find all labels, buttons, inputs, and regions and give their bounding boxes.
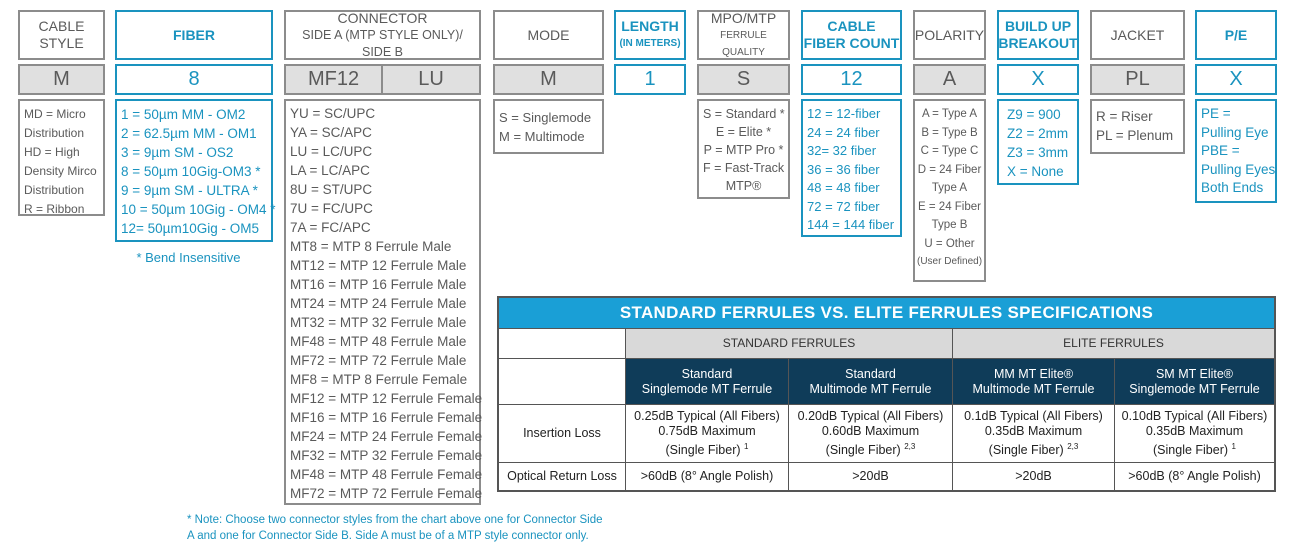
spec-value-cell: >60dB (8° Angle Polish) bbox=[625, 462, 788, 490]
option-line: YA = SC/APC bbox=[290, 125, 372, 140]
note-line: * Note: Choose two connector styles from the chart above one for Connector Side bbox=[187, 514, 603, 526]
option-line: MF48 = MTP 48 Ferrule Male bbox=[290, 334, 467, 349]
spec-row-label: Insertion Loss bbox=[499, 404, 625, 462]
bend-insensitive-note: * Bend Insensitive bbox=[136, 250, 241, 265]
mode-column bbox=[493, 10, 604, 154]
connector-note bbox=[187, 512, 603, 544]
build-up-header-subtitle: BREAKOUT bbox=[998, 35, 1078, 51]
polarity-value: A bbox=[913, 64, 986, 95]
spec-col-header-line: MM MT Elite® bbox=[993, 366, 1074, 381]
option-line: 48 = 48 fiber bbox=[807, 180, 880, 195]
option-line: MF16 = MTP 16 Ferrule Female bbox=[290, 410, 483, 425]
option-line: 12= 50µm10Gig - OM5 bbox=[121, 221, 259, 236]
option-line: F = Fast-Track bbox=[703, 161, 785, 175]
spec-col-header-line: SM MT Elite® bbox=[1155, 366, 1234, 381]
spec-value-line bbox=[989, 439, 1079, 458]
option-line: PL = Plenum bbox=[1096, 128, 1174, 143]
footnote-marker: 2,3 bbox=[1067, 441, 1079, 451]
option-line: Pulling Eyes bbox=[1201, 161, 1276, 177]
option-line: R = Riser bbox=[1096, 109, 1153, 124]
spec-col-header-line: Multimode MT Ferrule bbox=[809, 381, 932, 396]
spec-value-line: 0.10dB Typical (All Fibers) bbox=[1121, 408, 1268, 423]
option-line: 2 = 62.5µm MM - OM1 bbox=[121, 126, 257, 141]
spec-value-text: (Single Fiber) bbox=[1153, 443, 1229, 458]
spec-col-header bbox=[788, 358, 952, 404]
option-line: Z3 = 3mm bbox=[1007, 145, 1069, 160]
option-line: MF48 = MTP 48 Ferrule Female bbox=[290, 467, 483, 482]
pe-header: P/E bbox=[1195, 10, 1277, 60]
option-line: Both Ends bbox=[1201, 180, 1264, 195]
fiber-count-options bbox=[801, 99, 902, 237]
spec-value-line bbox=[1153, 439, 1236, 458]
jacket-column bbox=[1090, 10, 1185, 154]
spec-col-header-line: Singlemode MT Ferrule bbox=[1129, 381, 1260, 396]
spec-value-line: 0.35dB Maximum bbox=[1145, 423, 1244, 438]
connector-header bbox=[284, 10, 481, 60]
mpo-column bbox=[697, 10, 790, 199]
spec-value-cell: >60dB (8° Angle Polish) bbox=[1114, 462, 1274, 490]
note-line: A and one for Connector Side B. Side A must be of a MTP style connector only. bbox=[187, 530, 589, 542]
option-line: Pulling Eye bbox=[1201, 124, 1269, 140]
option-line: 10 = 50µm 10Gig - OM4 * bbox=[121, 202, 276, 217]
build-up-header-title: BUILD UP bbox=[1004, 18, 1072, 34]
option-line: PE = bbox=[1201, 106, 1231, 121]
option-line: 8 = 50µm 10Gig-OM3 * bbox=[121, 164, 261, 179]
mpo-header bbox=[697, 10, 790, 60]
option-line: 24 = 24 fiber bbox=[807, 124, 880, 140]
option-line: MT32 = MTP 32 Ferrule Male bbox=[290, 315, 467, 330]
cable-style-header: CABLE STYLE bbox=[18, 10, 105, 60]
option-line: 12 = 12-fiber bbox=[807, 106, 881, 121]
spec-table-title: STANDARD FERRULES VS. ELITE FERRULES SPECIFICATIONS bbox=[499, 298, 1274, 328]
build-up-value: X bbox=[997, 64, 1079, 95]
option-line: MT12 = MTP 12 Ferrule Male bbox=[290, 258, 467, 273]
option-line: MT16 = MTP 16 Ferrule Male bbox=[290, 277, 467, 292]
cable-style-column bbox=[18, 10, 105, 216]
option-line: Density Mirco bbox=[24, 164, 97, 178]
spec-value-line bbox=[666, 439, 749, 458]
option-line: MF24 = MTP 24 Ferrule Female bbox=[290, 429, 483, 444]
polarity-header: POLARITY bbox=[913, 10, 986, 60]
footnote-marker: 1 bbox=[744, 441, 749, 451]
option-line: U = Other bbox=[924, 237, 975, 250]
spec-value-cell: >20dB bbox=[788, 462, 952, 490]
build-up-options bbox=[997, 99, 1079, 185]
option-line: B = Type B bbox=[921, 126, 978, 139]
ferrule-spec-table bbox=[497, 296, 1276, 492]
spec-row-optical-return-loss bbox=[499, 462, 1274, 490]
option-line: D = 24 Fiber bbox=[917, 163, 982, 176]
option-line: E = Elite * bbox=[715, 125, 772, 139]
spec-value-text: (Single Fiber) bbox=[988, 443, 1064, 458]
option-line: 1 = 50µm MM - OM2 bbox=[121, 107, 246, 122]
spec-row-label: Optical Return Loss bbox=[499, 462, 625, 490]
option-line: HD = High bbox=[24, 145, 80, 159]
spec-value-line: 0.60dB Maximum bbox=[821, 423, 920, 438]
fiber-count-column bbox=[801, 10, 902, 237]
fiber-count-header-title: CABLE bbox=[827, 18, 876, 34]
spec-group-row bbox=[499, 328, 1274, 358]
polarity-column bbox=[913, 10, 986, 282]
spec-value-cell bbox=[1114, 404, 1274, 462]
fiber-count-header bbox=[801, 10, 902, 60]
polarity-options bbox=[913, 99, 986, 282]
option-line: LU = LC/UPC bbox=[290, 144, 373, 159]
connector-column bbox=[284, 10, 481, 505]
fiber-count-header-subtitle: FIBER COUNT bbox=[803, 35, 900, 51]
option-line: 3 = 9µm SM - OS2 bbox=[121, 145, 234, 160]
length-header-subtitle: (IN METERS) bbox=[619, 38, 681, 49]
option-line: MF72 = MTP 72 Ferrule Male bbox=[290, 353, 467, 368]
fiber-value: 8 bbox=[115, 64, 273, 95]
option-line: MF32 = MTP 32 Ferrule Female bbox=[290, 448, 483, 463]
option-line: LA = LC/APC bbox=[290, 163, 370, 178]
spec-group-elite: ELITE FERRULES bbox=[952, 328, 1274, 358]
spec-value-cell bbox=[625, 404, 788, 462]
option-line: MD = Micro bbox=[24, 107, 86, 121]
option-line: MF8 = MTP 8 Ferrule Female bbox=[290, 372, 468, 387]
spec-group-standard: STANDARD FERRULES bbox=[625, 328, 952, 358]
spec-value-text: (Single Fiber) bbox=[665, 443, 741, 458]
spec-col-header-line: Standard bbox=[845, 366, 896, 381]
spec-col-header-line: Multimode MT Ferrule bbox=[972, 381, 1095, 396]
spec-value-line bbox=[826, 439, 916, 458]
length-header-title: LENGTH bbox=[621, 18, 679, 34]
spec-value-line: 0.75dB Maximum bbox=[658, 423, 756, 438]
option-line: 8U = ST/UPC bbox=[290, 182, 373, 197]
spec-col-header bbox=[625, 358, 788, 404]
pe-options bbox=[1195, 99, 1277, 203]
option-line: E = 24 Fiber bbox=[918, 200, 981, 213]
fiber-count-value: 12 bbox=[801, 64, 902, 95]
option-line: C = Type C bbox=[920, 145, 979, 157]
option-line: S = Standard * bbox=[703, 107, 785, 121]
spec-col-header bbox=[952, 358, 1114, 404]
option-line: M = Multimode bbox=[499, 129, 585, 144]
connector-options bbox=[284, 99, 481, 505]
mpo-header-title: MPO/MTP bbox=[710, 9, 777, 26]
length-value: 1 bbox=[614, 64, 686, 95]
option-line: 7U = FC/UPC bbox=[290, 201, 373, 216]
spec-value-cell bbox=[788, 404, 952, 462]
build-up-header bbox=[997, 10, 1079, 60]
spec-empty-cell bbox=[499, 358, 625, 404]
mode-options bbox=[493, 99, 604, 154]
spec-value-line: 0.20dB Typical (All Fibers) bbox=[797, 408, 944, 423]
length-header bbox=[614, 10, 686, 60]
option-line: S = Singlemode bbox=[499, 110, 592, 125]
option-line: Type A bbox=[931, 182, 968, 194]
mpo-header-subtitle: FERRULE QUALITY bbox=[720, 29, 767, 58]
option-line: MF72 = MTP 72 Ferrule Female bbox=[290, 486, 483, 501]
fiber-column bbox=[115, 10, 276, 242]
spec-value-line: 0.35dB Maximum bbox=[984, 423, 1083, 438]
connector-header-title: CONNECTOR bbox=[337, 9, 428, 26]
mode-value: M bbox=[493, 64, 604, 95]
spec-value-cell: >20dB bbox=[952, 462, 1114, 490]
option-line: X = None bbox=[1007, 164, 1064, 179]
build-up-column bbox=[997, 10, 1079, 185]
option-line: 72 = 72 fiber bbox=[807, 198, 880, 214]
option-line: MF12 = MTP 12 Ferrule Female bbox=[290, 391, 483, 406]
spec-value-cell bbox=[952, 404, 1114, 462]
cable-style-value: M bbox=[18, 64, 105, 95]
option-line: P = MTP Pro * bbox=[703, 143, 784, 157]
jacket-value: PL bbox=[1090, 64, 1185, 95]
option-line: PBE = bbox=[1201, 143, 1240, 158]
option-line: Z9 = 900 bbox=[1007, 107, 1061, 122]
jacket-options bbox=[1090, 99, 1185, 154]
spec-col-header-line: Standard bbox=[681, 366, 733, 381]
spec-col-header bbox=[1114, 358, 1274, 404]
option-line: 144 = 144 fiber bbox=[807, 217, 895, 232]
connector-values bbox=[284, 60, 481, 95]
option-line: 9 = 9µm SM - ULTRA * bbox=[121, 183, 258, 198]
mpo-options bbox=[697, 99, 790, 199]
fiber-options bbox=[115, 99, 276, 242]
option-line: Distribution bbox=[24, 126, 85, 140]
pe-column bbox=[1195, 10, 1277, 203]
mode-header: MODE bbox=[493, 10, 604, 60]
option-line: MT8 = MTP 8 Ferrule Male bbox=[290, 239, 452, 254]
option-line: Distribution bbox=[24, 183, 85, 197]
option-line: R = Ribbon bbox=[24, 202, 85, 216]
cable-style-options bbox=[18, 99, 105, 216]
polarity-user-defined-note: (User Defined) bbox=[917, 256, 983, 267]
option-line: Z2 = 2mm bbox=[1007, 126, 1069, 141]
option-line: 7A = FC/APC bbox=[290, 220, 371, 235]
spec-empty-cell bbox=[499, 328, 625, 358]
option-line: MT24 = MTP 24 Ferrule Male bbox=[290, 296, 467, 311]
mpo-value: S bbox=[697, 64, 790, 95]
spec-col-header-line: Singlemode MT Ferrule bbox=[641, 381, 773, 396]
footnote-marker: 2,3 bbox=[904, 441, 916, 451]
jacket-header: JACKET bbox=[1090, 10, 1185, 60]
connector-header-subtitle: SIDE A (MTP STYLE ONLY)/ SIDE B bbox=[302, 27, 463, 59]
spec-header-row bbox=[499, 358, 1274, 404]
spec-row-insertion-loss bbox=[499, 404, 1274, 462]
fiber-header: FIBER bbox=[115, 10, 273, 60]
option-line: Type B bbox=[931, 219, 968, 231]
option-line: MTP® bbox=[725, 179, 762, 193]
pe-value: X bbox=[1195, 64, 1277, 95]
connector-side-a-value: MF12 bbox=[284, 64, 383, 95]
option-line: YU = SC/UPC bbox=[290, 106, 376, 121]
option-line: 32= 32 fiber bbox=[807, 143, 877, 158]
spec-value-line: 0.25dB Typical (All Fibers) bbox=[634, 408, 780, 423]
option-line: 36 = 36 fiber bbox=[807, 161, 880, 177]
spec-value-text: (Single Fiber) bbox=[825, 443, 901, 458]
spec-value-line: 0.1dB Typical (All Fibers) bbox=[964, 408, 1103, 423]
option-line: A = Type A bbox=[921, 108, 978, 120]
connector-side-b-value: LU bbox=[383, 64, 481, 95]
length-column bbox=[614, 10, 686, 95]
footnote-marker: 1 bbox=[1231, 441, 1236, 451]
